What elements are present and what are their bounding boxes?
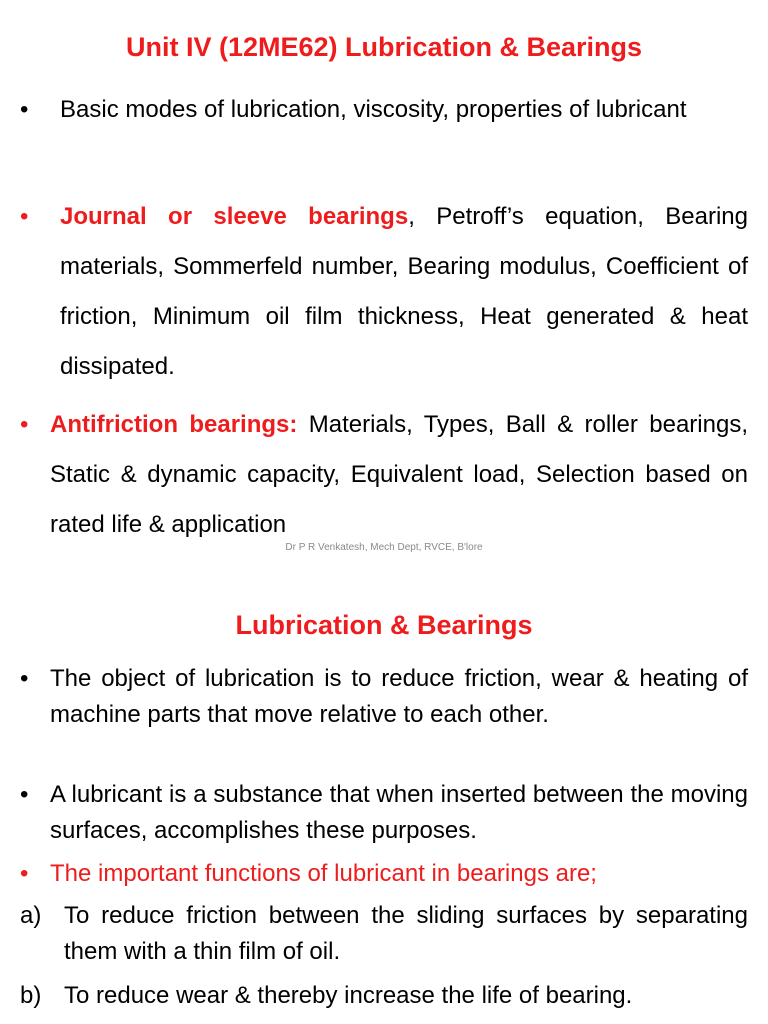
list-item-text bbox=[60, 85, 748, 135]
list-item-text: The important functions of lubricant in bearings are; bbox=[50, 860, 597, 887]
bullet-marker: • bbox=[20, 781, 29, 808]
bullet-marker: • bbox=[20, 203, 29, 230]
list-item-body: Basic modes of lubrication, viscosity, properties of lubricant bbox=[60, 96, 687, 123]
list-item-text: The object of lubrication is to reduce friction, wear & heating of machine parts that move relative to each other. bbox=[50, 665, 748, 728]
list-item-body: , Petroff’s equation, Bearing materials, Sommerfeld number, Bearing modulus, Coefficient of friction, Minimum oil film thickness, Heat generated & heat dissipated. bbox=[60, 203, 748, 380]
list-item-lead: Journal or sleeve bearings bbox=[60, 203, 409, 230]
bullet-marker: • bbox=[20, 665, 29, 692]
list-item-text bbox=[50, 400, 748, 550]
list-item-lead: Antifriction bearings: bbox=[50, 411, 298, 438]
function-label: a) bbox=[20, 902, 42, 929]
function-text: To reduce friction between the sliding surfaces by separating them with a thin film of oil. bbox=[64, 902, 748, 965]
slide-title: Lubrication & Bearings bbox=[235, 610, 533, 640]
list-item-body: Materials, Types, Ball & roller bearings, Static & dynamic capacity, Equivalent load, Selection based on rated life & application bbox=[50, 411, 748, 538]
bullet-marker: • bbox=[20, 860, 29, 887]
bullet-marker: • bbox=[20, 411, 29, 438]
slide-lubrication-bearings bbox=[0, 600, 768, 1024]
list-item-text: A lubricant is a substance that when inserted between the moving surfaces, accomplishes these purposes. bbox=[50, 781, 748, 844]
function-label: b) bbox=[20, 982, 42, 1009]
slide-title: Unit IV (12ME62) Lubrication & Bearings bbox=[125, 32, 643, 62]
function-text: To reduce wear & thereby increase the life of bearing. bbox=[64, 982, 633, 1009]
slide-footer: Dr P R Venkatesh, Mech Dept, RVCE, B'lore bbox=[285, 542, 483, 553]
list-item-text bbox=[60, 192, 748, 392]
bullet-marker: • bbox=[20, 96, 29, 123]
